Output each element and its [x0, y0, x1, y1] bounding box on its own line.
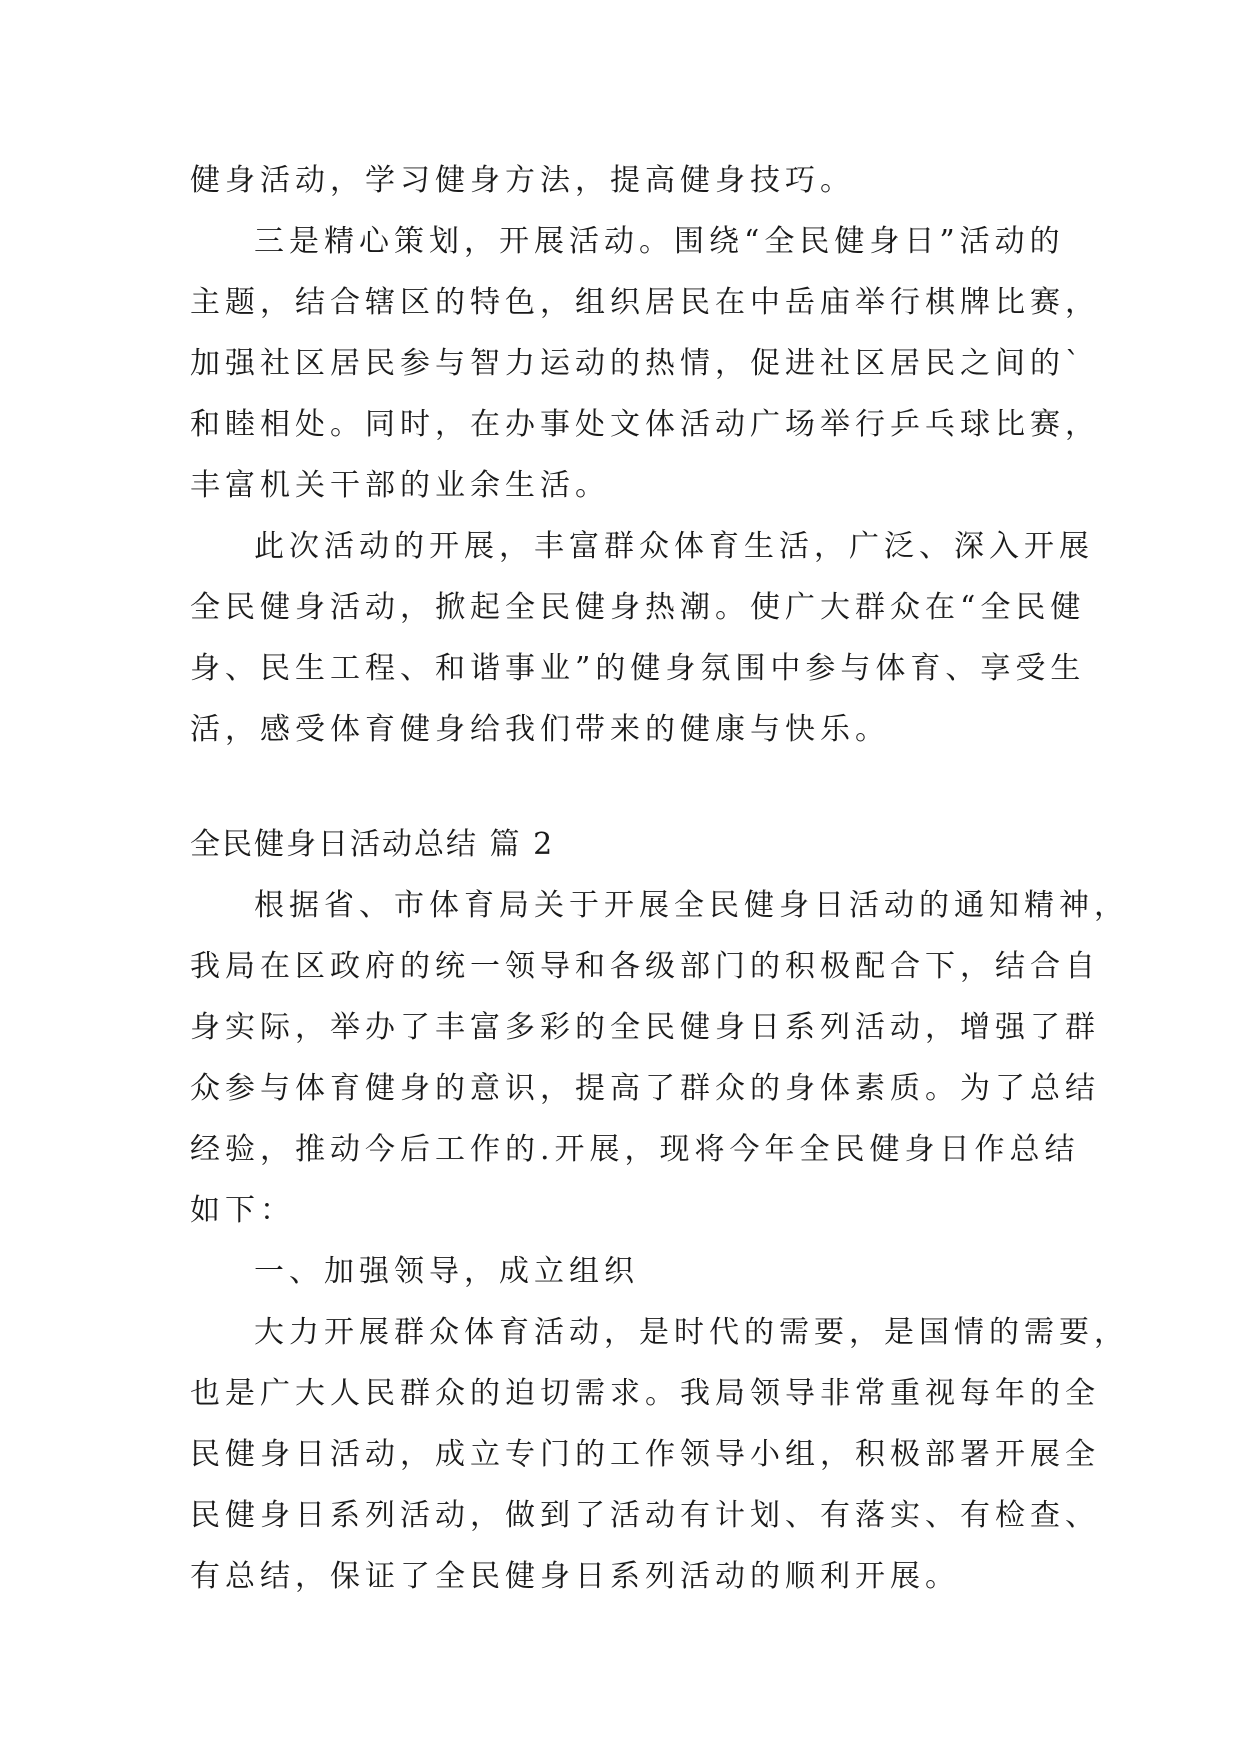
- subsection-heading: 一、加强领导，成立组织: [254, 1254, 639, 1289]
- text-line: 有总结，保证了全民健身日系列活动的顺利开展。: [190, 1559, 960, 1594]
- document-page: [190, 150, 1129, 1607]
- text-line: 民健身日活动，成立专门的工作领导小组，积极部署开展全: [190, 1437, 1100, 1472]
- text-line: 加强社区居民参与智力运动的热情，促进社区居民之间的`: [190, 346, 1085, 381]
- paragraph-start: 三是精心策划，开展活动。围绕“全民健身日”活动的: [254, 224, 1065, 259]
- section-heading: 全民健身日活动总结 篇 2: [190, 827, 555, 862]
- text-line: 众参与体育健身的意识，提高了群众的身体素质。为了总结: [190, 1071, 1100, 1106]
- text-line: 健身活动，学习健身方法，提高健身技巧。: [190, 163, 855, 198]
- text-line: 如下：: [190, 1193, 295, 1228]
- text-line: 主题，结合辖区的特色，组织居民在中岳庙举行棋牌比赛，: [190, 285, 1100, 320]
- text-line: 全民健身活动，掀起全民健身热潮。使广大群众在“全民健: [190, 590, 1086, 625]
- text-line: 和睦相处。同时，在办事处文体活动广场举行乒乓球比赛，: [190, 407, 1100, 442]
- text-line: 也是广大人民群众的迫切需求。我局领导非常重视每年的全: [190, 1376, 1100, 1411]
- paragraph-start: 根据省、市体育局关于开展全民健身日活动的通知精神，: [254, 888, 1129, 923]
- text-line: 经验，推动今后工作的.开展，现将今年全民健身日作总结: [190, 1132, 1080, 1167]
- text-line: 民健身日系列活动，做到了活动有计划、有落实、有检查、: [190, 1498, 1100, 1533]
- paragraph-start: 此次活动的开展，丰富群众体育生活，广泛、深入开展: [254, 529, 1094, 564]
- text-line: 身实际，举办了丰富多彩的全民健身日系列活动，增强了群: [190, 1010, 1100, 1045]
- text-line: 我局在区政府的统一领导和各级部门的积极配合下，结合自: [190, 949, 1100, 984]
- text-line: 活，感受体育健身给我们带来的健康与快乐。: [190, 712, 890, 747]
- text-line: 丰富机关干部的业余生活。: [190, 468, 610, 503]
- text-line: 身、民生工程、和谐事业”的健身氛围中参与体育、享受生: [190, 651, 1086, 686]
- paragraph-start: 大力开展群众体育活动，是时代的需要，是国情的需要，: [254, 1315, 1129, 1350]
